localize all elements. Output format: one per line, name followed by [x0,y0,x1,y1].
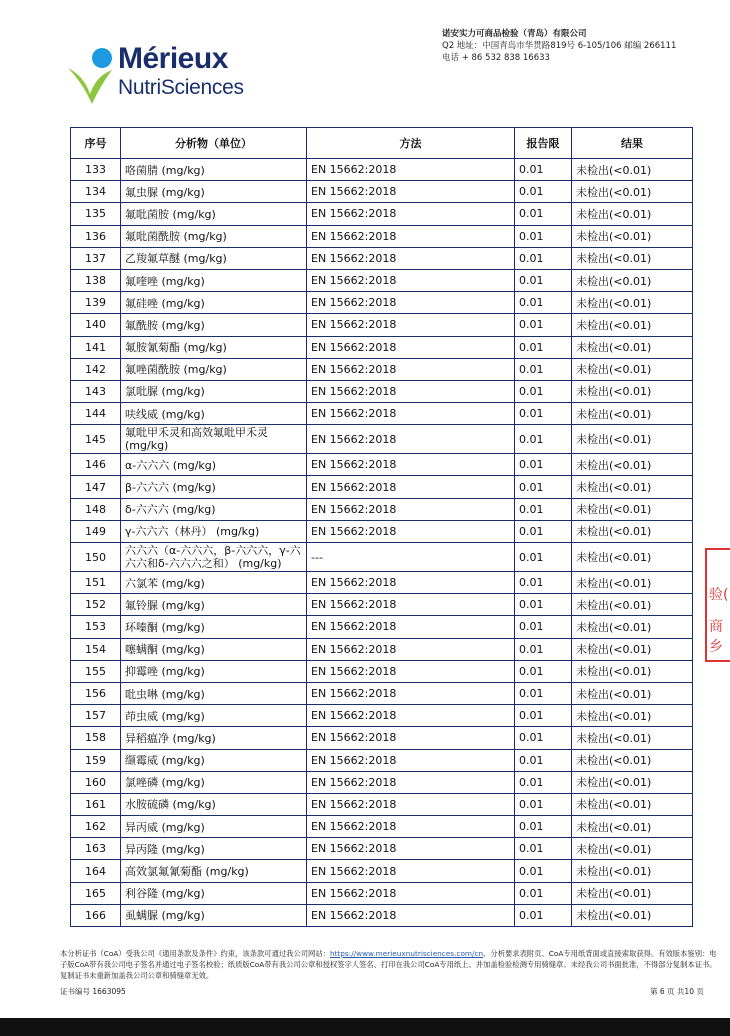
cell-lod: 0.01 [515,838,572,860]
cell-analyte: 利谷隆 (mg/kg) [121,882,307,904]
cell-result: 未检出(<0.01) [572,203,693,225]
cell-method: EN 15662:2018 [307,838,515,860]
cell-analyte: 氟吡菌酰胺 (mg/kg) [121,225,307,247]
cell-method: EN 15662:2018 [307,454,515,476]
cell-method: EN 15662:2018 [307,159,515,181]
cell-analyte: 异稻瘟净 (mg/kg) [121,727,307,749]
cell-analyte: 呋线威 (mg/kg) [121,403,307,425]
cell-no: 135 [71,203,121,225]
cell-lod: 0.01 [515,159,572,181]
cell-lod: 0.01 [515,816,572,838]
results-table [70,127,693,927]
header-method: 方法 [307,128,515,159]
cell-lod: 0.01 [515,727,572,749]
cell-no: 154 [71,638,121,660]
cell-lod: 0.01 [515,594,572,616]
cell-no: 159 [71,749,121,771]
cell-result: 未检出(<0.01) [572,682,693,704]
cell-no: 151 [71,572,121,594]
cell-lod: 0.01 [515,314,572,336]
cell-result: 未检出(<0.01) [572,616,693,638]
cell-result: 未检出(<0.01) [572,225,693,247]
cell-no: 148 [71,498,121,520]
table-row [71,594,693,616]
cell-method: EN 15662:2018 [307,247,515,269]
cell-no: 156 [71,682,121,704]
table-body [71,159,693,927]
cell-result: 未检出(<0.01) [572,838,693,860]
cell-result: 未检出(<0.01) [572,520,693,542]
cell-analyte: 水胺硫磷 (mg/kg) [121,793,307,815]
footer-note-pre: 本分析证书（CoA）受我公司《通用条款及条件》约束，该条款可通过我公司网站： [60,949,330,958]
company-address-block [442,28,676,64]
table-row [71,771,693,793]
header-no: 序号 [71,128,121,159]
table-row [71,336,693,358]
cell-lod: 0.01 [515,247,572,269]
cell-lod: 0.01 [515,425,572,454]
cell-analyte: 茚虫威 (mg/kg) [121,705,307,727]
table-row [71,816,693,838]
cell-result: 未检出(<0.01) [572,904,693,926]
stamp-text-2: 商乡 [709,619,723,655]
footer-note-post: 、分析要求表附页、CoA专用纸背面或直接索取获得。有效版本鉴别：电子版CoA带有我公司电子签名并通过电子签名校验；纸质版CoA带有我公司公章和授权签字人签名、打印在我公司CoA专用纸上、并加盖检验检测专用骑缝章。未经我公司书面批准，不得部分复制本证书。复制证书未重新加盖我公司公章和骑缝章无效。 [60,949,717,980]
cell-result: 未检出(<0.01) [572,882,693,904]
cell-no: 164 [71,860,121,882]
cell-no: 143 [71,380,121,402]
cell-analyte: 异丙威 (mg/kg) [121,816,307,838]
table-row [71,454,693,476]
table-row [71,159,693,181]
cell-lod: 0.01 [515,682,572,704]
cell-result: 未检出(<0.01) [572,292,693,314]
cell-method: EN 15662:2018 [307,771,515,793]
cell-method: EN 15662:2018 [307,682,515,704]
cell-method: EN 15662:2018 [307,572,515,594]
cell-analyte: 氟胺氰菊酯 (mg/kg) [121,336,307,358]
table-row [71,247,693,269]
header-result: 结果 [572,128,693,159]
cell-no: 146 [71,454,121,476]
cell-method: EN 15662:2018 [307,336,515,358]
logo-mark-icon [66,46,116,106]
table-row [71,203,693,225]
table-row [71,520,693,542]
cell-lod: 0.01 [515,358,572,380]
cell-result: 未检出(<0.01) [572,543,693,572]
cell-no: 138 [71,269,121,291]
cell-method: EN 15662:2018 [307,498,515,520]
website-link[interactable]: https://www.merieuxnutrisciences.com/cn [329,949,484,958]
cell-method: EN 15662:2018 [307,203,515,225]
cell-method: EN 15662:2018 [307,660,515,682]
cell-lod: 0.01 [515,403,572,425]
cell-result: 未检出(<0.01) [572,269,693,291]
header-lod: 报告限 [515,128,572,159]
cell-lod: 0.01 [515,203,572,225]
cell-method: EN 15662:2018 [307,594,515,616]
cell-method: EN 15662:2018 [307,314,515,336]
cell-analyte: 氟酰胺 (mg/kg) [121,314,307,336]
cell-no: 140 [71,314,121,336]
cell-analyte: 氟虫脲 (mg/kg) [121,181,307,203]
cell-result: 未检出(<0.01) [572,638,693,660]
cell-no: 161 [71,793,121,815]
footer-note [60,948,720,981]
cell-result: 未检出(<0.01) [572,498,693,520]
cell-result: 未检出(<0.01) [572,454,693,476]
table-row [71,181,693,203]
cell-analyte: 噻螨酮 (mg/kg) [121,638,307,660]
cell-method: EN 15662:2018 [307,904,515,926]
cell-no: 144 [71,403,121,425]
cell-lod: 0.01 [515,616,572,638]
cell-method: EN 15662:2018 [307,403,515,425]
table-row [71,904,693,926]
cell-analyte: α-六六六 (mg/kg) [121,454,307,476]
cell-no: 162 [71,816,121,838]
table-row [71,403,693,425]
page-number: 第 6 页 共10 页 [650,987,704,996]
cell-lod: 0.01 [515,225,572,247]
cell-no: 137 [71,247,121,269]
cell-analyte: 氟铃脲 (mg/kg) [121,594,307,616]
cell-lod: 0.01 [515,793,572,815]
bottom-bar [0,1018,730,1036]
cell-analyte: 氟吡甲禾灵和高效氟吡甲禾灵 (mg/kg) [121,425,307,454]
cell-method: --- [307,543,515,572]
table-row [71,749,693,771]
cell-method: EN 15662:2018 [307,181,515,203]
cell-method: EN 15662:2018 [307,816,515,838]
table-row [71,682,693,704]
cell-no: 145 [71,425,121,454]
cell-analyte: 氯唑磷 (mg/kg) [121,771,307,793]
cell-method: EN 15662:2018 [307,358,515,380]
cell-no: 139 [71,292,121,314]
table-row [71,572,693,594]
cell-method: EN 15662:2018 [307,616,515,638]
table-row [71,616,693,638]
header-analyte: 分析物（单位） [121,128,307,159]
cell-no: 165 [71,882,121,904]
cell-method: EN 15662:2018 [307,749,515,771]
table-row [71,292,693,314]
cell-no: 152 [71,594,121,616]
cell-no: 142 [71,358,121,380]
cell-method: EN 15662:2018 [307,860,515,882]
cell-lod: 0.01 [515,454,572,476]
cell-no: 158 [71,727,121,749]
cell-lod: 0.01 [515,476,572,498]
cell-result: 未检出(<0.01) [572,594,693,616]
cell-method: EN 15662:2018 [307,793,515,815]
cell-no: 160 [71,771,121,793]
company-phone: 电话 + 86 532 838 16633 [442,53,550,63]
cell-lod: 0.01 [515,380,572,402]
cell-analyte: 抑霉唑 (mg/kg) [121,660,307,682]
cell-no: 163 [71,838,121,860]
cell-result: 未检出(<0.01) [572,771,693,793]
company-logo [66,38,266,108]
table-row [71,380,693,402]
cell-result: 未检出(<0.01) [572,425,693,454]
cell-lod: 0.01 [515,638,572,660]
table-row [71,793,693,815]
cell-result: 未检出(<0.01) [572,247,693,269]
table-row [71,727,693,749]
seal-stamp [705,548,730,662]
cell-result: 未检出(<0.01) [572,749,693,771]
cell-no: 153 [71,616,121,638]
cell-lod: 0.01 [515,498,572,520]
cell-no: 136 [71,225,121,247]
cell-analyte: 虱螨脲 (mg/kg) [121,904,307,926]
cell-result: 未检出(<0.01) [572,660,693,682]
cell-no: 134 [71,181,121,203]
cell-no: 166 [71,904,121,926]
cell-method: EN 15662:2018 [307,705,515,727]
cell-analyte: γ-六六六（林丹） (mg/kg) [121,520,307,542]
cell-lod: 0.01 [515,749,572,771]
cell-analyte: 氟喹唑 (mg/kg) [121,269,307,291]
cell-result: 未检出(<0.01) [572,572,693,594]
cell-analyte: 乙羧氟草醚 (mg/kg) [121,247,307,269]
table-row [71,543,693,572]
cell-method: EN 15662:2018 [307,225,515,247]
cell-lod: 0.01 [515,543,572,572]
cell-analyte: 缬霉威 (mg/kg) [121,749,307,771]
stamp-text-1: 验( [709,587,729,603]
cell-result: 未检出(<0.01) [572,816,693,838]
cell-no: 133 [71,159,121,181]
table-row [71,225,693,247]
table-row [71,358,693,380]
cell-result: 未检出(<0.01) [572,793,693,815]
cell-analyte: 氯吡脲 (mg/kg) [121,380,307,402]
certificate-number: 证书编号 1663095 [60,987,126,996]
cell-method: EN 15662:2018 [307,269,515,291]
cell-method: EN 15662:2018 [307,638,515,660]
brand-subname: NutriSciences [118,76,244,99]
cell-lod: 0.01 [515,860,572,882]
table-row [71,838,693,860]
table-row [71,498,693,520]
cell-result: 未检出(<0.01) [572,181,693,203]
cell-lod: 0.01 [515,904,572,926]
company-address: Q2 地址：中国青岛市华贯路819号 6-105/106 邮编 266111 [442,41,677,51]
cell-lod: 0.01 [515,882,572,904]
table-row [71,705,693,727]
cell-analyte: β-六六六 (mg/kg) [121,476,307,498]
cell-result: 未检出(<0.01) [572,476,693,498]
table-row [71,476,693,498]
cell-analyte: 高效氯氟氰菊酯 (mg/kg) [121,860,307,882]
cell-no: 147 [71,476,121,498]
cell-no: 155 [71,660,121,682]
cell-analyte: 氟吡菌胺 (mg/kg) [121,203,307,225]
cell-lod: 0.01 [515,771,572,793]
cell-lod: 0.01 [515,292,572,314]
table-row [71,314,693,336]
cell-analyte: 环嗪酮 (mg/kg) [121,616,307,638]
cell-method: EN 15662:2018 [307,380,515,402]
cell-analyte: 氟硅唑 (mg/kg) [121,292,307,314]
cell-lod: 0.01 [515,660,572,682]
cell-analyte: 异丙隆 (mg/kg) [121,838,307,860]
cell-result: 未检出(<0.01) [572,860,693,882]
cell-analyte: δ-六六六 (mg/kg) [121,498,307,520]
cell-analyte: 咯菌腈 (mg/kg) [121,159,307,181]
cell-method: EN 15662:2018 [307,520,515,542]
table-row [71,638,693,660]
table-header-row [71,128,693,159]
cell-lod: 0.01 [515,181,572,203]
cell-method: EN 15662:2018 [307,292,515,314]
cell-lod: 0.01 [515,336,572,358]
cell-result: 未检出(<0.01) [572,358,693,380]
cell-result: 未检出(<0.01) [572,727,693,749]
cell-method: EN 15662:2018 [307,476,515,498]
cell-lod: 0.01 [515,269,572,291]
cell-method: EN 15662:2018 [307,727,515,749]
cell-result: 未检出(<0.01) [572,380,693,402]
table-row [71,860,693,882]
cell-lod: 0.01 [515,520,572,542]
brand-name: Mérieux [118,42,228,75]
cell-analyte: 六六六（α-六六六，β-六六六，γ-六六六和δ-六六六之和） (mg/kg) [121,543,307,572]
cell-result: 未检出(<0.01) [572,705,693,727]
company-name: 诺安实力可商品检验（青岛）有限公司 [442,29,587,39]
cell-result: 未检出(<0.01) [572,159,693,181]
table-row [71,882,693,904]
cell-analyte: 六氯苯 (mg/kg) [121,572,307,594]
cell-no: 157 [71,705,121,727]
cell-method: EN 15662:2018 [307,882,515,904]
cell-result: 未检出(<0.01) [572,403,693,425]
table-row [71,269,693,291]
cell-method: EN 15662:2018 [307,425,515,454]
cell-result: 未检出(<0.01) [572,336,693,358]
cell-lod: 0.01 [515,705,572,727]
cell-analyte: 吡虫啉 (mg/kg) [121,682,307,704]
cell-analyte: 氟唑菌酰胺 (mg/kg) [121,358,307,380]
cell-no: 150 [71,543,121,572]
cell-lod: 0.01 [515,572,572,594]
cell-no: 141 [71,336,121,358]
cell-result: 未检出(<0.01) [572,314,693,336]
table-row [71,660,693,682]
cell-no: 149 [71,520,121,542]
table-row [71,425,693,454]
